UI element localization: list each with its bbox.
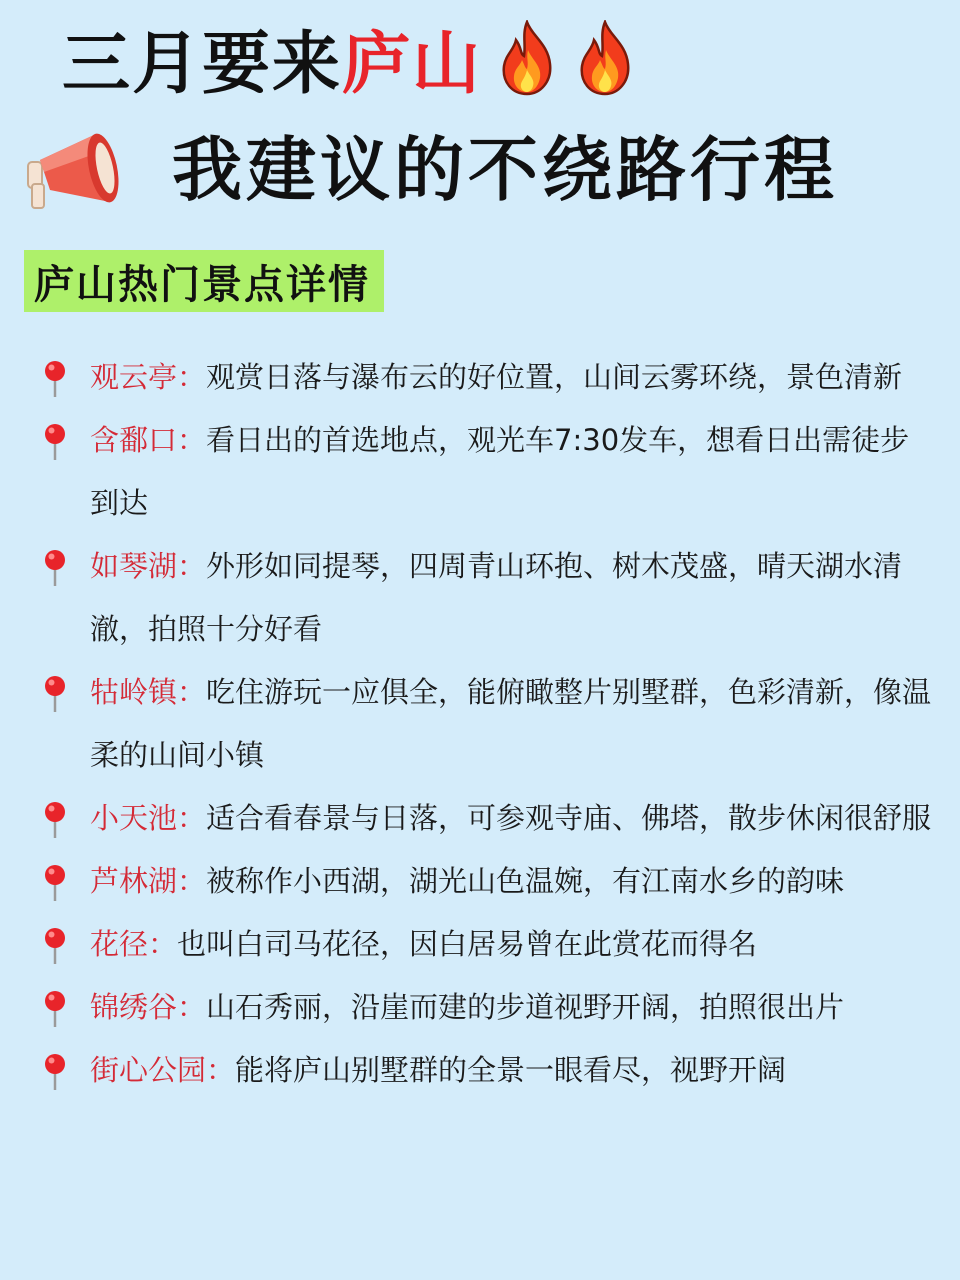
spot-separator: ：: [177, 423, 207, 457]
spot-name: 街心公园: [90, 1053, 207, 1087]
fire-icon: [576, 20, 634, 96]
title-prefix: 三月要来: [62, 24, 343, 104]
spot-separator: ：: [177, 801, 207, 835]
spot-description: 适合看春景与日落，可参观寺庙、佛塔，散步休闲很舒服: [206, 801, 932, 835]
spot-separator: ：: [177, 990, 207, 1024]
spot-separator: ：: [206, 1053, 236, 1087]
spot-separator: ：: [148, 927, 178, 961]
list-item: [38, 409, 938, 535]
spot-description: 看日出的首选地点，观光车7:30发车，想看日出需徒步到达: [90, 423, 910, 520]
map-pin-icon: [42, 423, 68, 461]
spot-separator: ：: [177, 864, 207, 898]
title-line-2: 我建议的不绕路行程: [172, 128, 838, 211]
title-highlight: 庐山: [342, 24, 483, 104]
map-pin-icon: [42, 864, 68, 902]
map-pin-icon: [42, 1053, 68, 1091]
list-item: [38, 661, 938, 787]
map-pin-icon: [42, 360, 68, 398]
megaphone-icon: [22, 124, 130, 216]
list-item: [38, 913, 938, 976]
list-item: [38, 346, 938, 409]
spot-description: 观赏日落与瀑布云的好位置，山间云雾环绕，景色清新: [206, 360, 903, 394]
spot-name: 芦林湖: [90, 864, 178, 898]
map-pin-icon: [42, 801, 68, 839]
spot-name: 锦绣谷: [90, 990, 178, 1024]
list-item: [38, 976, 938, 1039]
spot-separator: ：: [177, 549, 207, 583]
list-item: [38, 787, 938, 850]
title-line-1: [62, 8, 634, 108]
spot-name: 观云亭: [90, 360, 178, 394]
list-item: [38, 1039, 938, 1102]
list-item: [38, 850, 938, 913]
map-pin-icon: [42, 927, 68, 965]
list-item: [38, 535, 938, 661]
spot-separator: ：: [177, 675, 207, 709]
spot-name: 小天池: [90, 801, 178, 835]
spot-name: 牯岭镇: [90, 675, 178, 709]
map-pin-icon: [42, 990, 68, 1028]
spot-list: [38, 346, 938, 1102]
spot-description: 外形如同提琴，四周青山环抱、树木茂盛，晴天湖水清澈，拍照十分好看: [90, 549, 903, 646]
section-heading: 庐山热门景点详情: [24, 250, 384, 312]
spot-name: 含鄱口: [90, 423, 178, 457]
spot-description: 能将庐山别墅群的全景一眼看尽，视野开阔: [235, 1053, 787, 1087]
spot-name: 如琴湖: [90, 549, 178, 583]
spot-description: 山石秀丽，沿崖而建的步道视野开阔，拍照很出片: [206, 990, 845, 1024]
spot-separator: ：: [177, 360, 207, 394]
spot-name: 花径: [90, 927, 149, 961]
map-pin-icon: [42, 675, 68, 713]
map-pin-icon: [42, 549, 68, 587]
spot-description: 也叫白司马花径，因白居易曾在此赏花而得名: [177, 927, 758, 961]
spot-description: 吃住游玩一应俱全，能俯瞰整片别墅群，色彩清新，像温柔的山间小镇: [90, 675, 932, 772]
spot-description: 被称作小西湖，湖光山色温婉，有江南水乡的韵味: [206, 864, 845, 898]
fire-icon: [498, 20, 556, 96]
